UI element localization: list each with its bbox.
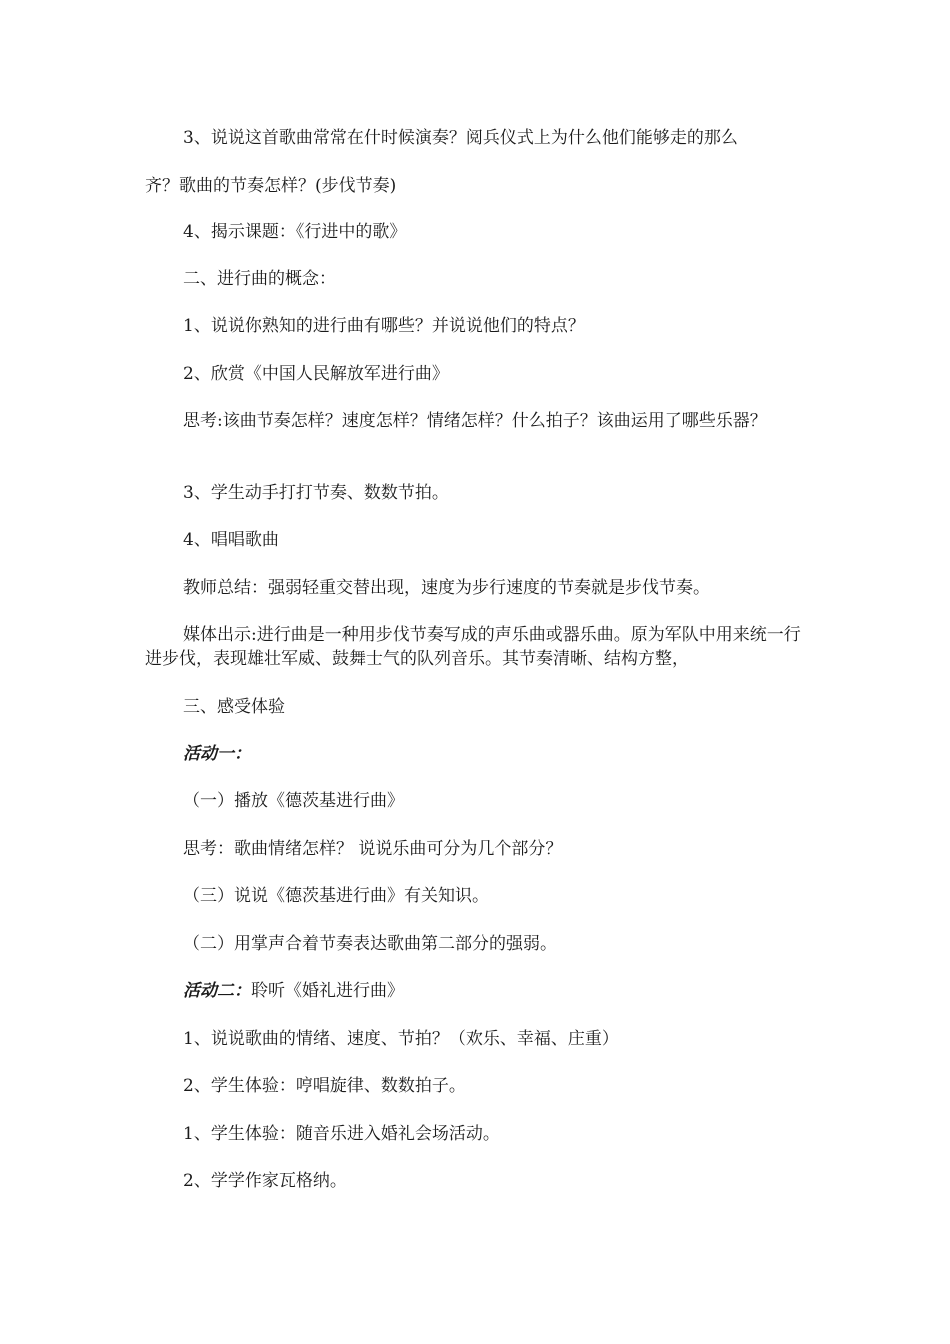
activity-line: [183, 979, 404, 1003]
paragraph: 媒体出示:进行曲是一种用步伐节奏写成的声乐曲或器乐曲。原为军队中用来统一行进步伐，表现雄壮军威、鼓舞士气的队列音乐。其节奏清晰、结构方整，: [145, 625, 801, 669]
paragraph: 4、揭示课题：《行进中的歌》: [183, 222, 407, 242]
paragraph: （一）播放《德茨基进行曲》: [183, 791, 404, 811]
paragraph: 2、学生体验：哼唱旋律、数数拍子。: [183, 1076, 466, 1096]
activity-heading: 活动二：: [183, 981, 251, 1001]
paragraph: 2、欣赏《中国人民解放军进行曲》: [183, 364, 449, 384]
paragraph: 1、说说歌曲的情绪、速度、节拍？（欢乐、幸福、庄重）: [183, 1029, 619, 1049]
paragraph: 齐？歌曲的节奏怎样？(步伐节奏): [145, 176, 397, 196]
paragraph: 1、学生体验：随音乐进入婚礼会场活动。: [183, 1124, 500, 1144]
paragraph: 4、唱唱歌曲: [183, 530, 279, 550]
section-heading: 二、进行曲的概念：: [183, 269, 336, 289]
paragraph: （二）用掌声合着节奏表达歌曲第二部分的强弱。: [183, 934, 557, 954]
activity-heading: 活动一：: [183, 744, 251, 764]
paragraph: 3、学生动手打打节奏、数数节拍。: [183, 483, 449, 503]
section-heading: 三、感受体验: [183, 697, 285, 717]
activity-title: 聆听《婚礼进行曲》: [251, 981, 404, 1001]
paragraph: 思考:该曲节奏怎样？速度怎样？情绪怎样？什么拍子？该曲运用了哪些乐器？: [183, 411, 767, 431]
paragraph: 思考：歌曲情绪怎样？ 说说乐曲可分为几个部分？: [183, 839, 563, 859]
paragraph: 教师总结：强弱轻重交替出现，速度为步行速度的节奏就是步伐节奏。: [183, 578, 710, 598]
paragraph: 3、说说这首歌曲常常在什时候演奏？阅兵仪式上为什么他们能够走的那么: [183, 128, 738, 148]
paragraph: 2、学学作家瓦格纳。: [183, 1171, 347, 1191]
paragraph: 1、说说你熟知的进行曲有哪些？并说说他们的特点？: [183, 316, 585, 336]
paragraph: （三）说说《德茨基进行曲》有关知识。: [183, 886, 489, 906]
